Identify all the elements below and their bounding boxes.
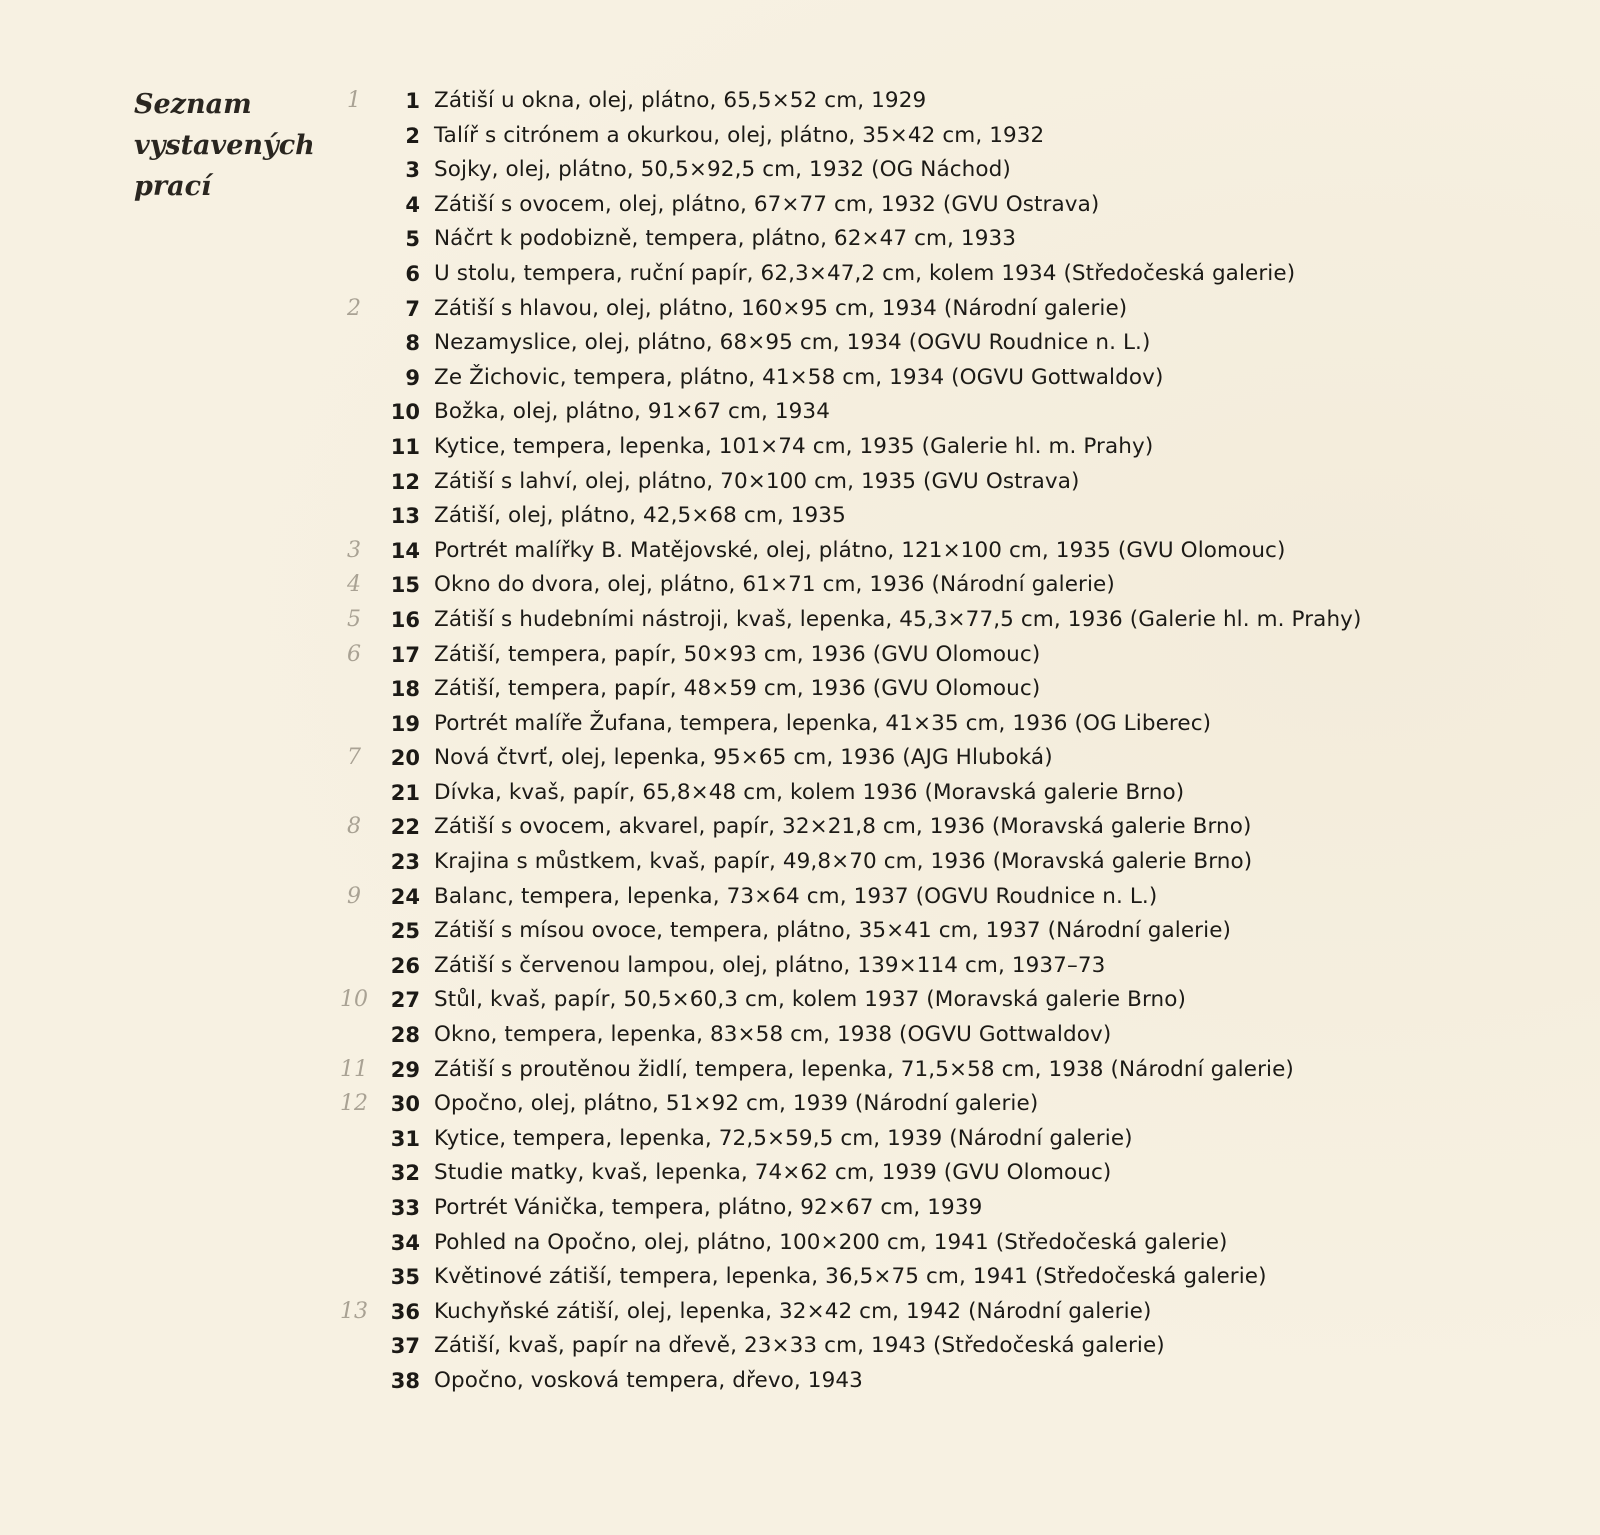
item-number: 14 — [390, 538, 420, 563]
list-item — [300, 465, 1590, 500]
list-item — [300, 257, 1590, 292]
list-item — [300, 499, 1590, 534]
item-description: Zátiší, kvaš, papír na dřevě, 23×33 cm, 1943 (Středočeská galerie) — [434, 1333, 1165, 1359]
handwritten-mark: 2 — [347, 295, 361, 321]
item-description: Portrét Vánička, tempera, plátno, 92×67 cm, 1939 — [434, 1195, 983, 1220]
list-item — [300, 292, 1590, 327]
item-description: Zátiší s mísou ovoce, tempera, plátno, 35×41 cm, 1937 (Národní galerie) — [434, 918, 1232, 944]
handwritten-mark: 3 — [347, 537, 361, 563]
item-number: 18 — [390, 677, 420, 702]
list-item — [300, 1087, 1590, 1122]
list-item — [300, 603, 1590, 638]
item-number: 9 — [405, 365, 420, 390]
list-item — [300, 1295, 1590, 1330]
item-number: 8 — [405, 331, 420, 356]
list-item — [300, 1156, 1590, 1191]
item-description: Květinové zátiší, tempera, lepenka, 36,5×75 cm, 1941 (Středočeská galerie) — [434, 1264, 1267, 1290]
item-number: 5 — [405, 227, 420, 252]
item-number: 38 — [390, 1368, 420, 1393]
list-item — [300, 1329, 1590, 1364]
item-number: 33 — [390, 1196, 420, 1220]
item-description: Okno, tempera, lepenka, 83×58 cm, 1938 (OGVU Gottwaldov) — [434, 1022, 1112, 1048]
list-item — [300, 1260, 1590, 1295]
list-item — [300, 1018, 1590, 1053]
handwritten-mark: 1 — [347, 88, 361, 113]
list-item — [300, 153, 1590, 188]
item-description: Portrét malířky B. Matějovské, olej, plátno, 121×100 cm, 1935 (GVU Olomouc) — [434, 537, 1286, 563]
item-number: 21 — [390, 780, 420, 805]
list-item — [300, 430, 1590, 465]
item-number: 4 — [405, 192, 420, 217]
list-item — [300, 914, 1590, 949]
handwritten-mark: 5 — [347, 606, 361, 632]
item-description: Kytice, tempera, lepenka, 101×74 cm, 1935 (Galerie hl. m. Prahy) — [434, 433, 1154, 459]
item-description: Zátiší u okna, olej, plátno, 65,5×52 cm, 1929 — [434, 88, 927, 113]
item-description: Opočno, olej, plátno, 51×92 cm, 1939 (Národní galerie) — [434, 1091, 1039, 1117]
list-item — [300, 776, 1590, 811]
item-number: 30 — [390, 1092, 420, 1117]
item-number: 27 — [390, 988, 420, 1013]
handwritten-mark: 12 — [340, 1091, 368, 1117]
item-description: Zátiší s hudebními nástroji, kvaš, lepenka, 45,3×77,5 cm, 1936 (Galerie hl. m. Prahy) — [434, 606, 1362, 632]
item-number: 10 — [390, 400, 420, 425]
item-description: Portrét malíře Žufana, tempera, lepenka, 41×35 cm, 1936 (OG Liberec) — [434, 710, 1212, 736]
item-description: Zátiší, tempera, papír, 48×59 cm, 1936 (GVU Olomouc) — [434, 676, 1041, 702]
item-description: Balanc, tempera, lepenka, 73×64 cm, 1937 (OGVU Roudnice n. L.) — [434, 883, 1158, 909]
item-number: 13 — [390, 504, 420, 529]
handwritten-mark: 11 — [340, 1056, 368, 1082]
list-item — [300, 326, 1590, 361]
list-item — [300, 810, 1590, 845]
item-description: Zátiší, tempera, papír, 50×93 cm, 1936 (GVU Olomouc) — [434, 641, 1041, 667]
list-item — [300, 1053, 1590, 1088]
item-description: Krajina s můstkem, kvaš, papír, 49,8×70 cm, 1936 (Moravská galerie Brno) — [434, 849, 1253, 875]
list-item — [300, 707, 1590, 742]
title-line-2: vystavených — [134, 130, 315, 161]
item-description: Kuchyňské zátiší, olej, lepenka, 32×42 cm, 1942 (Národní galerie) — [434, 1298, 1152, 1324]
list-item — [300, 222, 1590, 257]
item-description: Zátiší s lahví, olej, plátno, 70×100 cm, 1935 (GVU Ostrava) — [434, 468, 1080, 494]
handwritten-mark: 10 — [340, 987, 368, 1013]
item-number: 17 — [390, 642, 420, 667]
item-description: Nová čtvrť, olej, lepenka, 95×65 cm, 1936 (AJG Hluboká) — [434, 745, 1053, 771]
title-line-3: prací — [134, 171, 212, 202]
item-description: Sojky, olej, plátno, 50,5×92,5 cm, 1932 (OG Náchod) — [434, 157, 1011, 183]
handwritten-mark: 6 — [347, 641, 361, 667]
item-number: 24 — [390, 884, 420, 909]
item-number: 37 — [390, 1334, 420, 1359]
item-number: 29 — [390, 1057, 420, 1082]
list-item — [300, 395, 1590, 430]
item-number: 1 — [405, 89, 420, 113]
list-item — [300, 741, 1590, 776]
item-number: 23 — [390, 850, 420, 875]
handwritten-mark: 4 — [347, 572, 361, 598]
list-item — [300, 534, 1590, 569]
item-number: 32 — [390, 1161, 420, 1186]
item-description: Zátiší s ovocem, olej, plátno, 67×77 cm, 1932 (GVU Ostrava) — [434, 191, 1100, 217]
item-number: 35 — [390, 1265, 420, 1290]
page-title — [134, 84, 315, 207]
item-description: Stůl, kvaš, papír, 50,5×60,3 cm, kolem 1937 (Moravská galerie Brno) — [434, 987, 1186, 1013]
item-number: 2 — [405, 123, 420, 148]
item-number: 12 — [390, 469, 420, 494]
item-description: Zátiší s ovocem, akvarel, papír, 32×21,8 cm, 1936 (Moravská galerie Brno) — [434, 814, 1252, 840]
item-number: 36 — [390, 1299, 420, 1324]
item-description: Opočno, vosková tempera, dřevo, 1943 — [434, 1367, 863, 1393]
item-description: Zátiší s červenou lampou, olej, plátno, 139×114 cm, 1937–73 — [434, 952, 1106, 978]
item-description: U stolu, tempera, ruční papír, 62,3×47,2 cm, kolem 1934 (Středočeská galerie) — [434, 260, 1296, 286]
list-item — [300, 1226, 1590, 1261]
item-number: 34 — [390, 1230, 420, 1255]
list-item — [300, 880, 1590, 915]
list-item — [300, 188, 1590, 223]
item-description: Dívka, kvaš, papír, 65,8×48 cm, kolem 1936 (Moravská galerie Brno) — [434, 779, 1185, 805]
item-number: 11 — [390, 434, 420, 459]
list-item — [300, 672, 1590, 707]
item-number: 31 — [390, 1126, 420, 1151]
handwritten-mark: 9 — [347, 883, 361, 909]
item-number: 26 — [390, 953, 420, 978]
list-item — [300, 845, 1590, 880]
item-description: Studie matky, kvaš, lepenka, 74×62 cm, 1939 (GVU Olomouc) — [434, 1160, 1112, 1186]
list-item — [300, 1191, 1590, 1226]
item-description: Pohled na Opočno, olej, plátno, 100×200 cm, 1941 (Středočeská galerie) — [434, 1229, 1228, 1255]
list-item — [300, 568, 1590, 603]
item-description: Kytice, tempera, lepenka, 72,5×59,5 cm, 1939 (Národní galerie) — [434, 1125, 1133, 1151]
item-number: 16 — [390, 607, 420, 632]
list-item — [300, 84, 1590, 119]
title-line-1: Seznam — [134, 89, 252, 120]
item-description: Okno do dvora, olej, plátno, 61×71 cm, 1936 (Národní galerie) — [434, 572, 1115, 598]
list-item — [300, 1122, 1590, 1157]
item-number: 19 — [390, 711, 420, 736]
item-number: 6 — [405, 261, 420, 286]
item-number: 20 — [390, 746, 420, 771]
item-description: Božka, olej, plátno, 91×67 cm, 1934 — [434, 399, 830, 425]
item-description: Zátiší s hlavou, olej, plátno, 160×95 cm, 1934 (Národní galerie) — [434, 295, 1128, 321]
list-item — [300, 983, 1590, 1018]
list-item — [300, 949, 1590, 984]
list-item — [300, 361, 1590, 396]
item-description: Zátiší s proutěnou židlí, tempera, lepenka, 71,5×58 cm, 1938 (Národní galerie) — [434, 1056, 1294, 1082]
list-item — [300, 119, 1590, 154]
item-number: 15 — [390, 573, 420, 598]
item-description: Náčrt k podobizně, tempera, plátno, 62×47 cm, 1933 — [434, 226, 1017, 252]
list-item — [300, 638, 1590, 673]
item-number: 25 — [390, 919, 420, 944]
handwritten-mark: 7 — [347, 745, 361, 771]
item-description: Ze Žichovic, tempera, plátno, 41×58 cm, 1934 (OGVU Gottwaldov) — [434, 364, 1164, 390]
item-description: Zátiší, olej, plátno, 42,5×68 cm, 1935 — [434, 503, 846, 529]
list-item — [300, 1364, 1590, 1399]
item-number: 3 — [405, 158, 420, 183]
item-number: 28 — [390, 1023, 420, 1048]
works-list — [300, 84, 1590, 1399]
item-number: 22 — [390, 815, 420, 840]
handwritten-mark: 8 — [347, 814, 361, 840]
item-number: 7 — [405, 296, 420, 321]
item-description: Talíř s citrónem a okurkou, olej, plátno, 35×42 cm, 1932 — [434, 122, 1045, 148]
handwritten-mark: 13 — [340, 1298, 368, 1324]
item-description: Nezamyslice, olej, plátno, 68×95 cm, 1934 (OGVU Roudnice n. L.) — [434, 330, 1151, 356]
